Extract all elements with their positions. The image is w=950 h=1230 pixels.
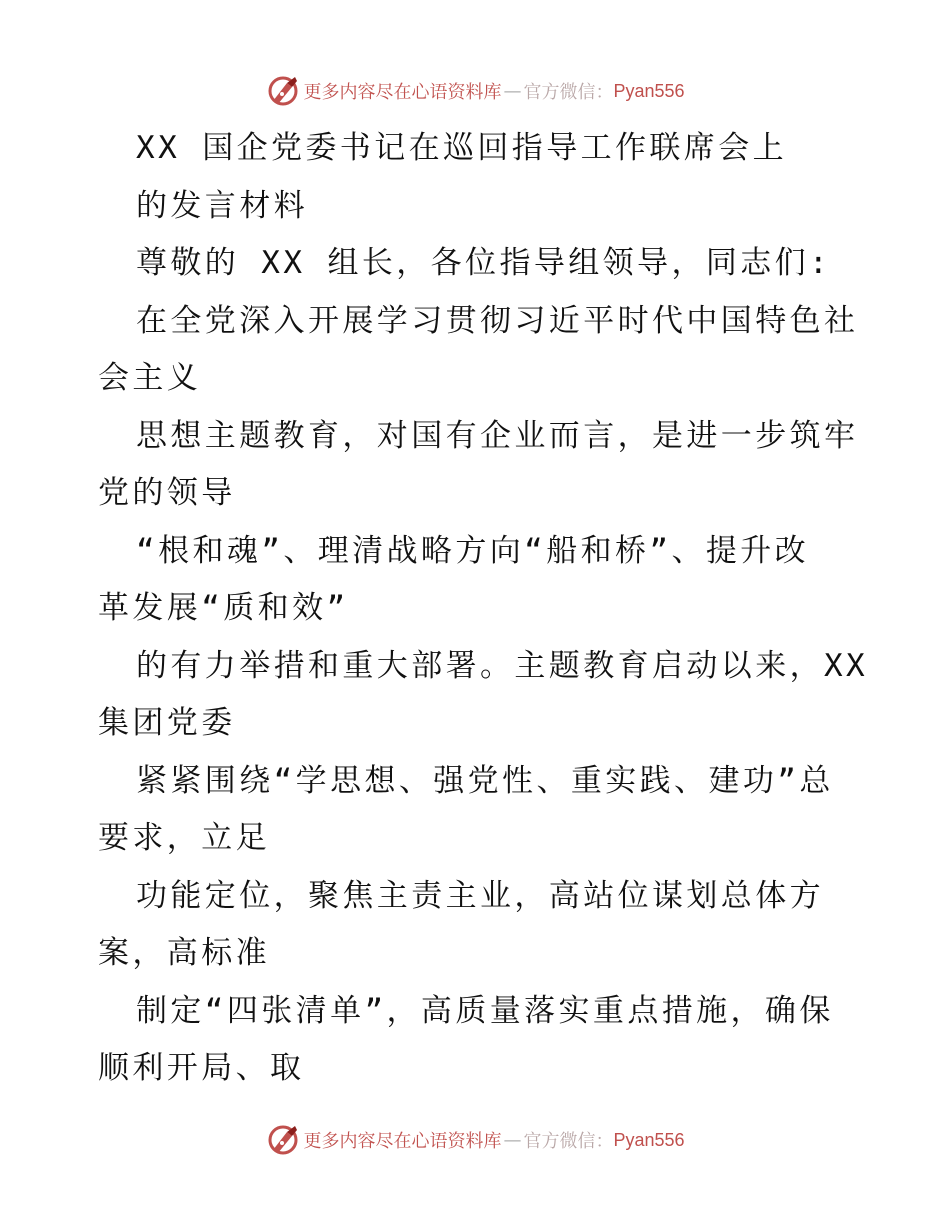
header-watermark	[0, 71, 950, 111]
pen-nib-logo-icon	[265, 73, 301, 109]
watermark-text: 更多内容尽在心语资料库	[303, 82, 502, 103]
paragraph-line: 革发展“质和效”	[98, 590, 349, 626]
paragraph-line: 党的领导	[98, 475, 236, 511]
watermark-wechat-label: 官方微信：	[523, 1131, 614, 1152]
paragraph-line: 思想主题教育，对国有企业而言，是进一步筑牢	[136, 417, 859, 454]
paragraph-line: 紧紧围绕“学思想、强党性、重实践、建功”总	[136, 762, 834, 799]
paragraph-line: 会主义	[98, 360, 202, 396]
pen-nib-logo-icon	[265, 1122, 301, 1158]
watermark-wechat-id: Pyan556	[613, 80, 685, 101]
paragraph-line: 要求，立足	[98, 820, 270, 856]
title-line-1: XX 国企党委书记在巡回指导工作联席会上	[136, 130, 787, 166]
paragraph-line: 的有力举措和重大部署。主题教育启动以来，XX	[136, 647, 869, 684]
watermark-dash: —	[503, 80, 522, 102]
watermark-wechat-id: Pyan556	[613, 1129, 685, 1150]
paragraph-line: 制定“四张清单”，高质量落实重点措施，确保	[136, 992, 834, 1029]
footer-watermark	[0, 1120, 950, 1160]
watermark-wechat-label: 官方微信：	[523, 82, 614, 103]
paragraph-line: 在全党深入开展学习贯彻习近平时代中国特色社	[136, 302, 859, 339]
salutation: 尊敬的 XX 组长，各位指导组领导，同志们:	[136, 245, 832, 281]
watermark-text: 更多内容尽在心语资料库	[303, 1131, 502, 1152]
title-line-2: 的发言材料	[136, 187, 308, 224]
document-body	[98, 120, 869, 1098]
watermark-dash: —	[503, 1129, 522, 1151]
paragraph-line: 顺利开局、取	[98, 1050, 305, 1086]
paragraph-line: “根和魂”、理清战略方向“船和桥”、提升改	[136, 532, 810, 569]
paragraph-line: 案，高标准	[98, 935, 270, 971]
paragraph-line: 功能定位，聚焦主责主业，高站位谋划总体方	[136, 877, 824, 914]
paragraph-line: 集团党委	[98, 705, 236, 741]
